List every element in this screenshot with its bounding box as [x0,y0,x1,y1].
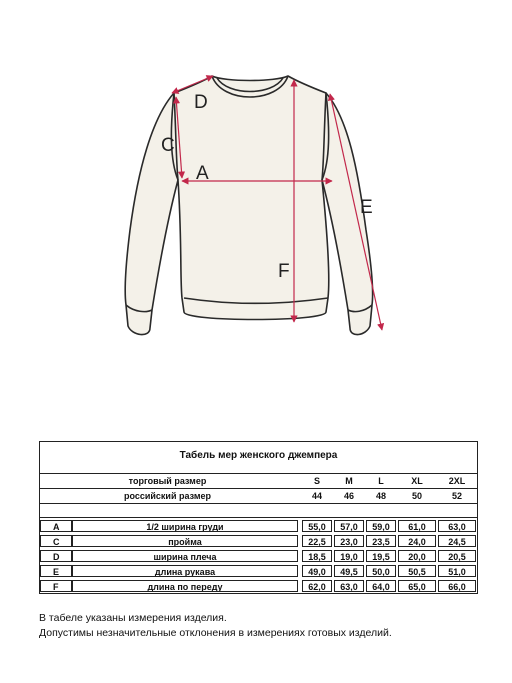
measurement-name: пройма [72,535,298,547]
ru-size-cell: 44 [311,491,322,501]
note-line-1: В табеле указаны измерения изделия. [39,612,227,624]
measurement-row [40,535,477,547]
measurement-value: 24,0 [398,535,436,547]
measurement-name: 1/2 ширина груди [72,520,298,532]
row-divider [40,503,477,504]
measurement-row [40,565,477,577]
ru-size-label: российский размер [123,491,212,501]
note-line-2: Допустимы незначительные отклонения в измерениях готовых изделий. [39,627,392,639]
measurement-value: 20,5 [438,550,476,562]
measurement-value: 51,0 [438,565,476,577]
measurement-code: C [40,535,72,547]
measurement-value: 22,5 [302,535,332,547]
title-divider [40,473,477,474]
measurement-code: A [40,520,72,532]
measurement-value: 55,0 [302,520,332,532]
measurement-value: 66,0 [438,580,476,592]
measurement-value: 50,0 [366,565,396,577]
measurement-code: E [40,565,72,577]
measurement-value: 57,0 [334,520,364,532]
measurement-value: 23,5 [366,535,396,547]
measurement-value: 20,0 [398,550,436,562]
trade-size-label: торговый размер [128,476,207,486]
ru-size-cell: 52 [451,491,462,501]
measurement-value: 49,5 [334,565,364,577]
ru-size-cell: 46 [343,491,354,501]
measurement-value: 49,0 [302,565,332,577]
measurement-name: длина рукава [72,565,298,577]
label-c: C [161,135,175,156]
measurement-value: 23,0 [334,535,364,547]
measurement-name: длина по переду [72,580,298,592]
size-cell: XL [411,476,423,486]
ru-size-cell: 48 [375,491,386,501]
table-title: Табель мер женского джемпера [179,450,338,461]
measurement-value: 63,0 [334,580,364,592]
measurement-row [40,520,477,532]
label-d: D [194,92,208,113]
size-cell: L [378,476,384,486]
measurement-value: 18,5 [302,550,332,562]
measurement-row [40,550,477,562]
size-cell: M [345,476,353,486]
measurement-code: D [40,550,72,562]
measurement-value: 64,0 [366,580,396,592]
sweater-body [125,76,372,335]
measurement-value: 61,0 [398,520,436,532]
measurement-name: ширина плеча [72,550,298,562]
measurement-value: 50,5 [398,565,436,577]
ru-size-row [40,490,477,502]
measurement-value: 24,5 [438,535,476,547]
measurement-value: 63,0 [438,520,476,532]
measurement-value: 19,0 [334,550,364,562]
size-cell: 2XL [448,476,466,486]
ru-size-cell: 50 [411,491,422,501]
label-a: A [196,163,209,184]
label-f: F [278,261,290,282]
row-divider [40,488,477,489]
row-divider [40,517,477,518]
measurement-row [40,580,477,592]
measurement-value: 62,0 [302,580,332,592]
trade-size-row [40,475,477,487]
label-e: E [360,197,373,218]
measurement-code: F [40,580,72,592]
measurement-value: 65,0 [398,580,436,592]
size-cell: S [313,476,320,486]
size-table [39,441,478,594]
measurement-value: 19,5 [366,550,396,562]
measurement-value: 59,0 [366,520,396,532]
